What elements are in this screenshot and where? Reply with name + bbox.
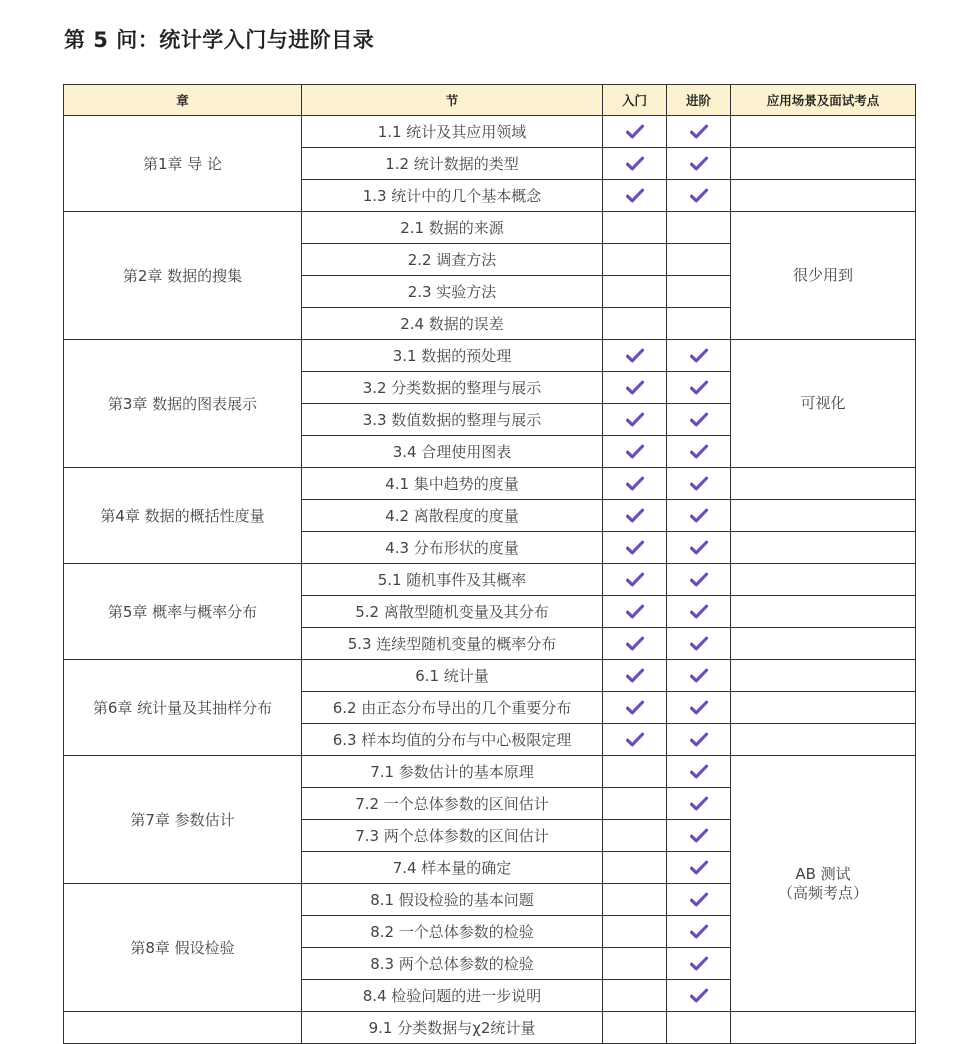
check-icon bbox=[690, 796, 708, 812]
table-row bbox=[64, 468, 916, 500]
intro-cell bbox=[603, 596, 667, 628]
check-icon bbox=[626, 700, 644, 716]
intro-cell bbox=[603, 468, 667, 500]
note-cell bbox=[731, 116, 916, 148]
check-icon bbox=[626, 188, 644, 204]
note-cell bbox=[731, 660, 916, 692]
advanced-cell bbox=[667, 948, 731, 980]
check-icon bbox=[626, 668, 644, 684]
check-icon bbox=[690, 988, 708, 1004]
check-icon bbox=[690, 892, 708, 908]
section-cell: 1.2 统计数据的类型 bbox=[302, 148, 603, 180]
intro-cell bbox=[603, 852, 667, 884]
header-section: 节 bbox=[302, 85, 603, 116]
section-cell: 8.3 两个总体参数的检验 bbox=[302, 948, 603, 980]
note-line: （高频考点） bbox=[777, 883, 868, 902]
page-title: 第 5 问：统计学入门与进阶目录 bbox=[64, 28, 375, 52]
advanced-cell bbox=[667, 916, 731, 948]
advanced-cell bbox=[667, 628, 731, 660]
check-icon bbox=[690, 444, 708, 460]
intro-cell bbox=[603, 628, 667, 660]
intro-cell bbox=[603, 212, 667, 244]
check-icon bbox=[626, 156, 644, 172]
intro-cell bbox=[603, 436, 667, 468]
section-cell: 5.3 连续型随机变量的概率分布 bbox=[302, 628, 603, 660]
intro-cell bbox=[603, 500, 667, 532]
check-icon bbox=[690, 956, 708, 972]
section-cell: 5.2 离散型随机变量及其分布 bbox=[302, 596, 603, 628]
check-icon bbox=[626, 444, 644, 460]
section-cell: 4.1 集中趋势的度量 bbox=[302, 468, 603, 500]
table-row bbox=[64, 212, 916, 244]
advanced-cell bbox=[667, 852, 731, 884]
intro-cell bbox=[603, 244, 667, 276]
advanced-cell bbox=[667, 116, 731, 148]
note-cell bbox=[731, 212, 916, 340]
chapter-cell: 第5章 概率与概率分布 bbox=[64, 564, 302, 660]
chapter-cell: 第7章 参数估计 bbox=[64, 756, 302, 884]
advanced-cell bbox=[667, 468, 731, 500]
advanced-cell bbox=[667, 436, 731, 468]
advanced-cell bbox=[667, 660, 731, 692]
chapter-cell: 第6章 统计量及其抽样分布 bbox=[64, 660, 302, 756]
advanced-cell bbox=[667, 244, 731, 276]
note-cell bbox=[731, 756, 916, 1012]
advanced-cell bbox=[667, 276, 731, 308]
check-icon bbox=[690, 412, 708, 428]
section-cell: 4.3 分布形状的度量 bbox=[302, 532, 603, 564]
section-cell: 6.3 样本均值的分布与中心极限定理 bbox=[302, 724, 603, 756]
section-cell: 1.1 统计及其应用领域 bbox=[302, 116, 603, 148]
intro-cell bbox=[603, 404, 667, 436]
check-icon bbox=[626, 540, 644, 556]
section-cell: 7.4 样本量的确定 bbox=[302, 852, 603, 884]
note-cell bbox=[731, 628, 916, 660]
advanced-cell bbox=[667, 148, 731, 180]
section-cell: 2.1 数据的来源 bbox=[302, 212, 603, 244]
check-icon bbox=[626, 636, 644, 652]
intro-cell bbox=[603, 180, 667, 212]
intro-cell bbox=[603, 756, 667, 788]
note-cell bbox=[731, 148, 916, 180]
note-cell bbox=[731, 532, 916, 564]
advanced-cell bbox=[667, 820, 731, 852]
advanced-cell bbox=[667, 756, 731, 788]
note-line: 很少用到 bbox=[792, 266, 853, 284]
check-icon bbox=[690, 604, 708, 620]
advanced-cell bbox=[667, 308, 731, 340]
intro-cell bbox=[603, 660, 667, 692]
catalog-table bbox=[63, 84, 916, 1044]
check-icon bbox=[690, 380, 708, 396]
advanced-cell bbox=[667, 724, 731, 756]
chapter-cell bbox=[64, 1012, 302, 1044]
check-icon bbox=[690, 732, 708, 748]
advanced-cell bbox=[667, 500, 731, 532]
advanced-cell bbox=[667, 788, 731, 820]
advanced-cell bbox=[667, 980, 731, 1012]
advanced-cell bbox=[667, 692, 731, 724]
catalog-body bbox=[64, 116, 916, 1044]
intro-cell bbox=[603, 116, 667, 148]
check-icon bbox=[690, 476, 708, 492]
intro-cell bbox=[603, 564, 667, 596]
advanced-cell bbox=[667, 596, 731, 628]
section-cell: 8.1 假设检验的基本问题 bbox=[302, 884, 603, 916]
header-intro: 入门 bbox=[603, 85, 667, 116]
advanced-cell bbox=[667, 212, 731, 244]
advanced-cell bbox=[667, 340, 731, 372]
section-cell: 6.1 统计量 bbox=[302, 660, 603, 692]
section-cell: 4.2 离散程度的度量 bbox=[302, 500, 603, 532]
advanced-cell bbox=[667, 884, 731, 916]
check-icon bbox=[690, 572, 708, 588]
intro-cell bbox=[603, 948, 667, 980]
chapter-cell: 第4章 数据的概括性度量 bbox=[64, 468, 302, 564]
section-cell: 3.4 合理使用图表 bbox=[302, 436, 603, 468]
note-cell bbox=[731, 692, 916, 724]
section-cell: 3.2 分类数据的整理与展示 bbox=[302, 372, 603, 404]
section-cell: 2.2 调查方法 bbox=[302, 244, 603, 276]
check-icon bbox=[690, 668, 708, 684]
table-row bbox=[64, 756, 916, 788]
advanced-cell bbox=[667, 564, 731, 596]
table-row bbox=[64, 1012, 916, 1044]
note-cell bbox=[731, 500, 916, 532]
note-line: AB 测试 bbox=[795, 864, 851, 883]
table-row bbox=[64, 116, 916, 148]
check-icon bbox=[690, 156, 708, 172]
section-cell: 3.3 数值数据的整理与展示 bbox=[302, 404, 603, 436]
advanced-cell bbox=[667, 404, 731, 436]
intro-cell bbox=[603, 692, 667, 724]
section-cell: 6.2 由正态分布导出的几个重要分布 bbox=[302, 692, 603, 724]
check-icon bbox=[690, 764, 708, 780]
header-chapter: 章 bbox=[64, 85, 302, 116]
check-icon bbox=[690, 540, 708, 556]
note-cell bbox=[731, 468, 916, 500]
chapter-cell: 第8章 假设检验 bbox=[64, 884, 302, 1012]
section-cell: 7.2 一个总体参数的区间估计 bbox=[302, 788, 603, 820]
intro-cell bbox=[603, 148, 667, 180]
advanced-cell bbox=[667, 180, 731, 212]
section-cell: 8.4 检验问题的进一步说明 bbox=[302, 980, 603, 1012]
check-icon bbox=[690, 700, 708, 716]
check-icon bbox=[690, 924, 708, 940]
check-icon bbox=[626, 572, 644, 588]
table-row bbox=[64, 564, 916, 596]
table-header-row bbox=[64, 85, 916, 116]
section-cell: 2.4 数据的误差 bbox=[302, 308, 603, 340]
intro-cell bbox=[603, 1012, 667, 1044]
check-icon bbox=[626, 348, 644, 364]
note-cell bbox=[731, 596, 916, 628]
note-cell bbox=[731, 724, 916, 756]
check-icon bbox=[690, 348, 708, 364]
intro-cell bbox=[603, 308, 667, 340]
intro-cell bbox=[603, 884, 667, 916]
advanced-cell bbox=[667, 1012, 731, 1044]
check-icon bbox=[626, 476, 644, 492]
check-icon bbox=[626, 732, 644, 748]
section-cell: 9.1 分类数据与χ2统计量 bbox=[302, 1012, 603, 1044]
check-icon bbox=[690, 860, 708, 876]
header-notes: 应用场景及面试考点 bbox=[731, 85, 916, 116]
section-cell: 2.3 实验方法 bbox=[302, 276, 603, 308]
section-cell: 5.1 随机事件及其概率 bbox=[302, 564, 603, 596]
note-cell bbox=[731, 340, 916, 468]
check-icon bbox=[690, 828, 708, 844]
check-icon bbox=[626, 380, 644, 396]
section-cell: 7.3 两个总体参数的区间估计 bbox=[302, 820, 603, 852]
intro-cell bbox=[603, 980, 667, 1012]
intro-cell bbox=[603, 276, 667, 308]
check-icon bbox=[690, 636, 708, 652]
check-icon bbox=[626, 124, 644, 140]
intro-cell bbox=[603, 340, 667, 372]
chapter-cell: 第1章 导 论 bbox=[64, 116, 302, 212]
intro-cell bbox=[603, 724, 667, 756]
check-icon bbox=[626, 508, 644, 524]
section-cell: 8.2 一个总体参数的检验 bbox=[302, 916, 603, 948]
chapter-cell: 第3章 数据的图表展示 bbox=[64, 340, 302, 468]
chapter-cell: 第2章 数据的搜集 bbox=[64, 212, 302, 340]
section-cell: 7.1 参数估计的基本原理 bbox=[302, 756, 603, 788]
note-cell bbox=[731, 180, 916, 212]
note-cell bbox=[731, 564, 916, 596]
note-cell bbox=[731, 1012, 916, 1044]
advanced-cell bbox=[667, 372, 731, 404]
section-cell: 3.1 数据的预处理 bbox=[302, 340, 603, 372]
intro-cell bbox=[603, 820, 667, 852]
note-line: 可视化 bbox=[800, 394, 846, 412]
check-icon bbox=[690, 124, 708, 140]
intro-cell bbox=[603, 372, 667, 404]
check-icon bbox=[626, 604, 644, 620]
table-row bbox=[64, 660, 916, 692]
check-icon bbox=[626, 412, 644, 428]
table-row bbox=[64, 340, 916, 372]
check-icon bbox=[690, 188, 708, 204]
advanced-cell bbox=[667, 532, 731, 564]
intro-cell bbox=[603, 532, 667, 564]
section-cell: 1.3 统计中的几个基本概念 bbox=[302, 180, 603, 212]
intro-cell bbox=[603, 788, 667, 820]
intro-cell bbox=[603, 916, 667, 948]
check-icon bbox=[690, 508, 708, 524]
header-advanced: 进阶 bbox=[667, 85, 731, 116]
